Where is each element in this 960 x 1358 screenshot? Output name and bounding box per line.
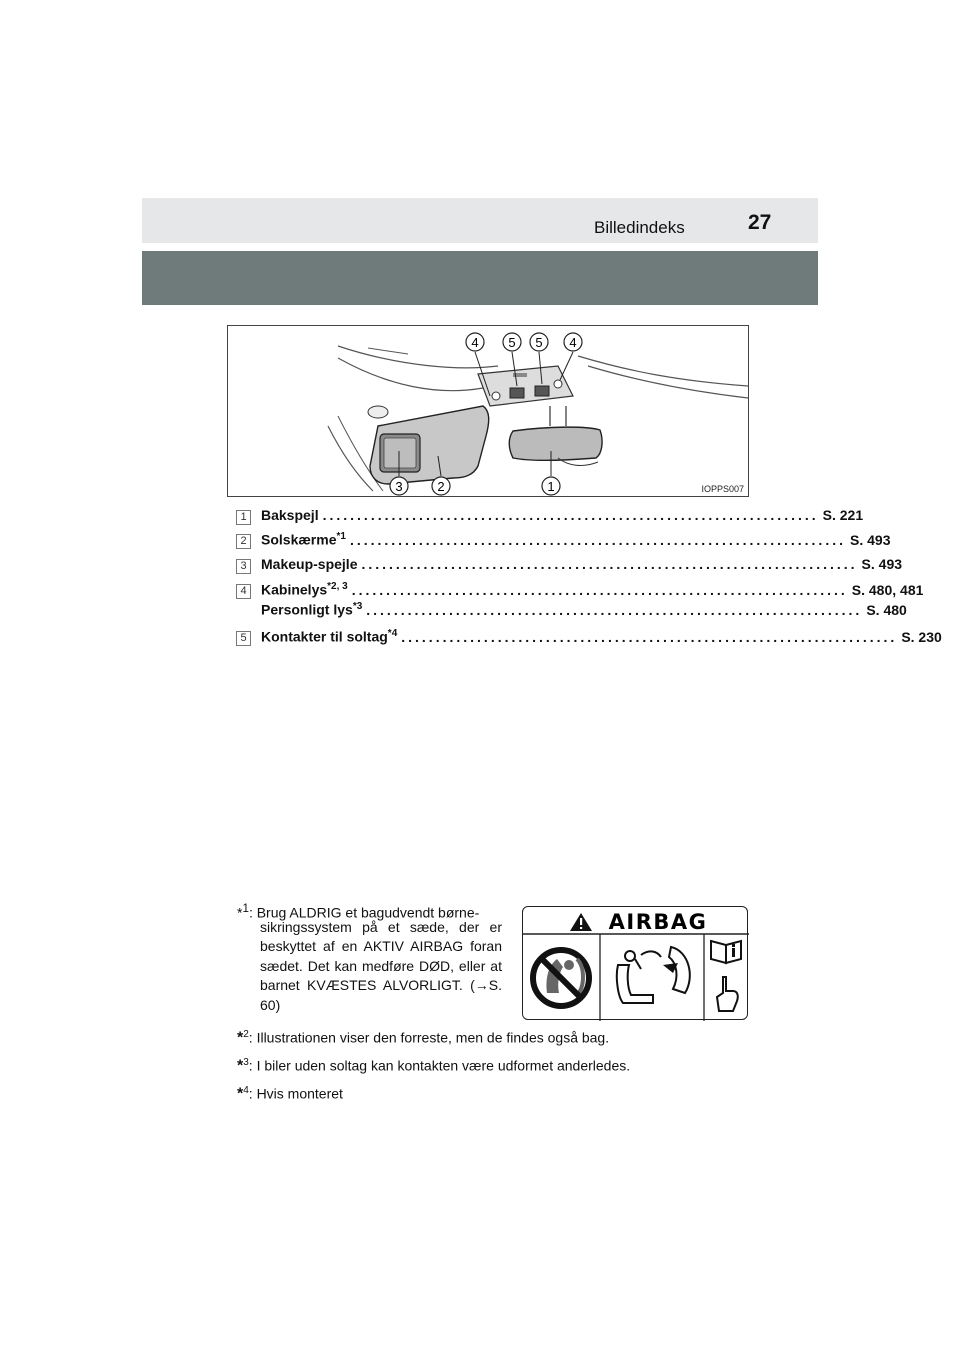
index-item-4b [236,601,907,623]
footnote-mark: *3 [352,601,363,612]
section-title: Billedindeks [594,218,685,237]
callout-5-left [503,333,521,351]
callout-5-right [530,333,548,351]
figure-code: IOPPS007 [701,484,744,494]
index-item-2 [236,531,891,553]
callout-4-right [564,333,582,351]
item-number: 3 [236,559,251,574]
warning-triangle-icon [570,913,592,931]
item-label: Kabinelys [261,581,328,598]
item-label: Solskærme [261,531,337,548]
section-band [142,251,818,305]
overhead-console-illustration [228,326,750,498]
airbag-warning-label [522,906,748,1020]
footnote-mark: *4 [387,628,398,639]
page-reference[interactable]: S. 493 [861,556,903,572]
footnote-3: *$^3$: I biler uden soltag kan kontakten være udformet anderledes. [237,1057,631,1075]
svg-text:5: 5 [508,335,516,350]
svg-text:5: 5 [535,335,543,350]
footnote-mark: *1 [336,531,346,542]
leader-dots: ........................................................................ [351,581,848,598]
callout-3 [390,477,408,495]
page-reference[interactable]: S. 480 [866,601,907,618]
header-band [142,198,818,243]
item-label: Bakspejl [261,507,319,523]
svg-text:1: 1 [547,479,555,494]
item-label: Makeup-spejle [261,556,358,572]
item-label: Kontakter til soltag [261,628,388,645]
item-label: Personligt lys [261,601,353,618]
footnote-2: *$^2$: Illustrationen viser den forreste, men de findes også bag. [237,1029,610,1047]
callout-4-left [466,333,484,351]
page-reference[interactable]: S. 221 [822,507,864,523]
manual-book-icon [711,941,741,963]
index-item-3 [236,556,903,578]
hand-pointer-icon [717,977,738,1011]
svg-text:4: 4 [471,335,479,350]
leader-dots: ........................................................................ [349,531,846,548]
svg-text:3: 3 [395,479,403,494]
index-item-1 [236,507,864,529]
page-number: 27 [748,211,772,234]
page-reference[interactable]: S. 480, 481 [851,581,924,598]
leader-dots: ........................................................................ [361,556,858,572]
footnote-mark: *2, 3 [327,581,348,592]
no-rear-facing-seat-icon [533,950,589,1006]
svg-text:2: 2 [437,479,445,494]
callout-2 [432,477,450,495]
item-number: 1 [236,510,251,525]
item-number: 2 [236,534,251,549]
footnote-1-first-line: *$^1$: Brug ALDRIG et bagudvendt børne- [237,902,480,921]
svg-text:4: 4 [569,335,577,350]
leader-dots: ........................................................................ [401,628,898,645]
footnote-4: *$^4$: Hvis monteret [237,1085,343,1103]
item-number: 4 [236,584,251,599]
index-item-4 [236,581,924,603]
callout-1 [542,477,560,495]
footnote-1-body: sikringssystem på et sæde, der er beskyttet af en AKTIV AIRBAG foran sædet. Det kan medføre DØD, eller at barnet KVÆSTES ALVORLIGT. (→S. 60) [260,919,502,1013]
page-reference[interactable]: S. 230 [901,628,942,645]
page-reference[interactable]: S. 493 [850,531,891,548]
airbag-title: AIRBAG [608,910,708,934]
leader-dots: ........................................................................ [322,507,819,523]
seat-airbag-icon [617,947,690,1003]
item-number: 5 [236,631,251,646]
index-item-5 [236,628,942,650]
airbag-label-graphic [523,907,749,1021]
interior-figure [227,325,749,497]
leader-dots: ........................................................................ [366,601,863,618]
